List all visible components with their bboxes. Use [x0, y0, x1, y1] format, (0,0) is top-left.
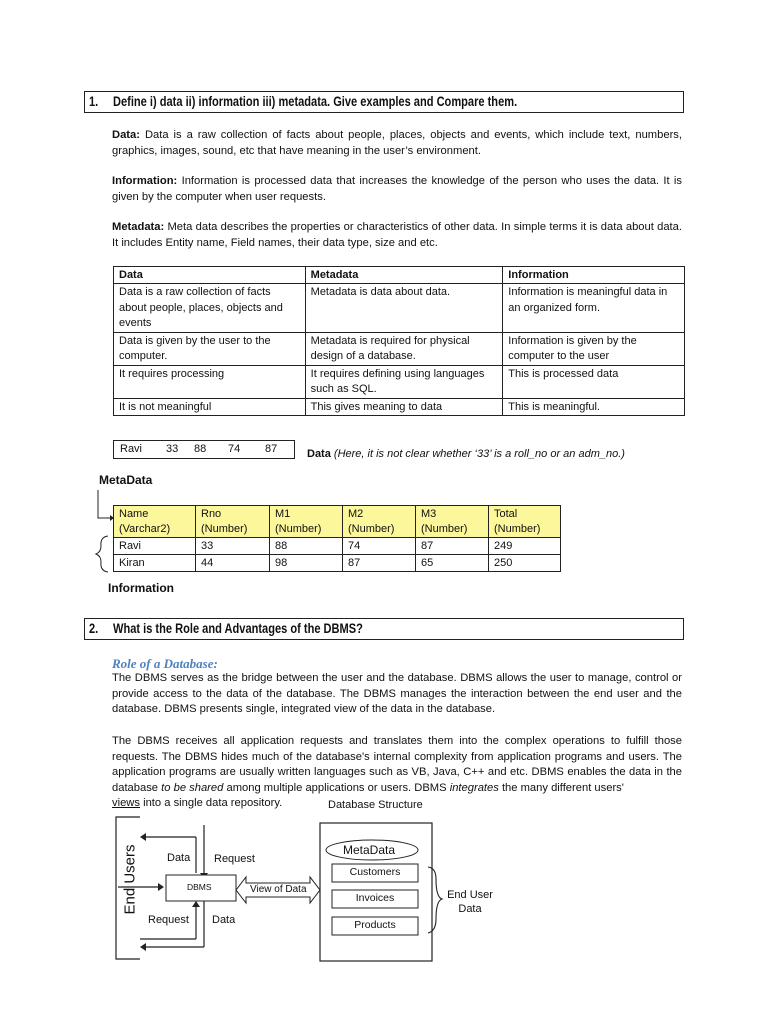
table-cell: Information is given by the computer to the user	[503, 332, 685, 365]
data-label-bottom: Data	[212, 914, 236, 926]
invoices-label: Invoices	[355, 892, 395, 904]
table-cell: Data is given by the user to the computer.	[114, 332, 306, 365]
raw-value: 88	[194, 443, 207, 455]
raw-value: 74	[228, 443, 241, 455]
definition-text: Information is processed data that increases the knowledge of the person who uses the data. It is given by the computer when user requests.	[112, 175, 682, 203]
table-header-row	[114, 267, 685, 284]
request-label-top: Request	[214, 853, 255, 865]
term-data: Data:	[112, 129, 140, 141]
definition-information	[112, 174, 682, 205]
question-title: What is the Role and Advantages of the DBMS?	[113, 621, 363, 636]
table-cell: It requires defining using languages such as SQL.	[305, 365, 503, 398]
table-row	[114, 538, 561, 555]
definition-metadata	[112, 220, 682, 251]
table-cell: 249	[489, 538, 561, 555]
raw-value: 87	[265, 443, 278, 455]
arrow-right	[158, 883, 164, 891]
table-cell: Information is meaningful data in an organized form.	[503, 284, 685, 333]
definition-text: Data is a raw collection of facts about people, places, objects and events, which include text, numbers, graphics, images, sound, etc that have meaning in the user’s environment.	[112, 129, 682, 157]
table-row	[114, 398, 685, 416]
table-cell: It is not meaningful	[114, 398, 306, 416]
table-cell: 88	[270, 538, 343, 555]
end-users-label: End Users	[121, 844, 139, 915]
table-cell: Kiran	[114, 555, 196, 572]
role-paragraph-2: The DBMS receives all application requests and translates them into the complex operations to fulfill those requests. The DBMS hides much of the database's internal complexity from application programs and users. The application programs are usually written languages such as VB, Java, C++ and etc. DBMS enables the data in the database to be shared among multiple applications or users. DBMS integrates the many different users' views into a single data repository.	[112, 735, 682, 809]
comparison-table	[113, 266, 685, 416]
data-label-top: Data	[167, 852, 191, 864]
question-number: 2.	[89, 621, 99, 636]
arrow-left	[140, 833, 146, 841]
header-cell: Name (Varchar2)	[114, 506, 196, 538]
products-label: Products	[354, 919, 396, 931]
table-header-row	[114, 506, 561, 538]
definition-data	[112, 128, 682, 159]
table-cell: 33	[196, 538, 270, 555]
raw-value: 33	[166, 443, 179, 455]
customers-label: Customers	[349, 866, 401, 878]
question-title: Define i) data ii) information iii) metadata. Give examples and Compare them.	[113, 94, 518, 109]
header-cell: M2 (Number)	[343, 506, 416, 538]
table-cell: This gives meaning to data	[305, 398, 503, 416]
raw-data-label: Data	[307, 448, 331, 460]
diagram-title: Database Structure	[328, 799, 423, 811]
metadata-label: MetaData	[99, 473, 153, 487]
raw-value: Ravi	[120, 443, 143, 455]
role-paragraph-1: The DBMS serves as the bridge between the user and the database. DBMS allows the user to manage, control or provide access to the data of the database. The DBMS manages the interaction between the end user and the database. DBMS presents single, integrated view of the data in the database.	[112, 672, 682, 715]
metadata-table	[113, 505, 561, 572]
table-cell: Metadata is required for physical design of a database.	[305, 332, 503, 365]
raw-data-caption	[307, 448, 625, 460]
arrow-left	[140, 943, 146, 951]
question-2-box	[84, 618, 684, 640]
table-cell: 250	[489, 555, 561, 572]
table-cell: 65	[416, 555, 489, 572]
end-users-label-wrap	[117, 845, 141, 921]
information-label: Information	[108, 581, 174, 595]
header-cell: Metadata	[305, 267, 503, 284]
role-heading: Role of a Database:	[112, 656, 218, 671]
table-row	[114, 555, 561, 572]
term-information: Information:	[112, 175, 178, 187]
table-cell: Ravi	[114, 538, 196, 555]
header-cell: M3 (Number)	[416, 506, 489, 538]
table-cell: Data is a raw collection of facts about people, places, objects and events	[114, 284, 306, 333]
raw-data-record	[113, 440, 295, 459]
arrow-up	[192, 901, 200, 907]
view-of-data-label: View of Data	[250, 884, 307, 895]
end-user-data-label: End User Data	[447, 889, 493, 915]
table-cell: 87	[343, 555, 416, 572]
metadata-diagram-label: MetaData	[343, 843, 396, 857]
raw-data-note: (Here, it is not clear whether ‘33’ is a roll_no or an adm_no.)	[333, 448, 625, 460]
table-cell: 44	[196, 555, 270, 572]
header-cell: Total (Number)	[489, 506, 561, 538]
table-cell: 74	[343, 538, 416, 555]
table-cell: This is meaningful.	[503, 398, 685, 416]
header-cell: Data	[114, 267, 306, 284]
term-metadata: Metadata:	[112, 221, 165, 233]
table-cell: 87	[416, 538, 489, 555]
table-row	[114, 284, 685, 333]
request-label-bottom: Request	[148, 914, 189, 926]
table-row	[114, 332, 685, 365]
dbms-label: DBMS	[187, 882, 212, 892]
definition-text: Meta data describes the properties or characteristics of other data. In simple terms it is data about data. It includes Entity name, Field names, their data type, size and etc.	[112, 221, 682, 249]
table-cell: It requires processing	[114, 365, 306, 398]
table-cell: 98	[270, 555, 343, 572]
header-cell: Information	[503, 267, 685, 284]
question-number: 1.	[89, 94, 99, 109]
table-row	[114, 365, 685, 398]
table-cell: Metadata is data about data.	[305, 284, 503, 333]
question-1-box	[84, 91, 684, 113]
header-cell: Rno (Number)	[196, 506, 270, 538]
header-cell: M1 (Number)	[270, 506, 343, 538]
table-cell: This is processed data	[503, 365, 685, 398]
